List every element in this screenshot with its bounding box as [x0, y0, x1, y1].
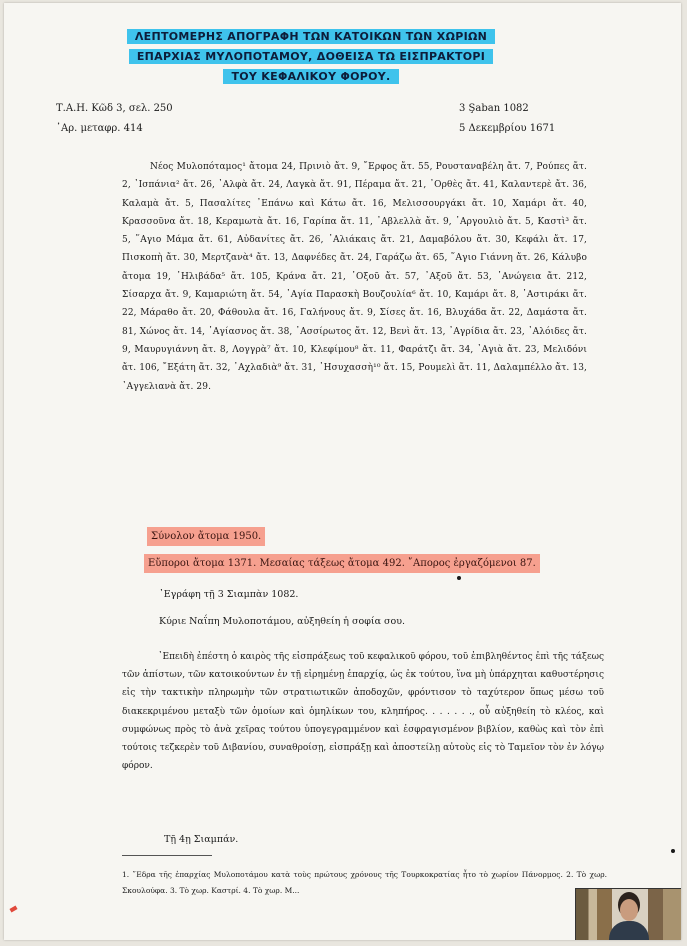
red-mark — [9, 906, 17, 913]
footnote-divider — [122, 855, 212, 856]
presenter-face — [620, 899, 638, 921]
presenter-shoulders — [609, 921, 649, 940]
letter-address: Κύριε Ναΐπη Μυλοποτάμου, αὐξηθείη ἡ σοφία σου. — [159, 616, 406, 627]
class-breakdown-highlight: Εὔποροι ἄτομα 1371. Μεσαίας τάξεως ἄτομα 492. ῎Απορος ἐργαζόμενοι 87. — [144, 554, 540, 573]
letter-date: ᾿Εγράφη τῇ 3 Σιαμπὰν 1082. — [159, 589, 299, 600]
webcam-overlay — [575, 888, 681, 940]
title-line-3: ΤΟΥ ΚΕΦΑΛΙΚΟΥ ΦΟΡΟΥ. — [223, 69, 398, 84]
letter-signature: Τῇ 4ῃ Σιαμπάν. — [164, 834, 239, 845]
total-highlight: Σύνολον ἄτομα 1950. — [147, 527, 265, 546]
hijri-date: 3 Şaban 1082 — [459, 103, 529, 114]
village-census-list: Νέος Μυλοπόταμος¹ ἄτομα 24, Πρινιὸ ἄτ. 9, ῎Ερφος ἄτ. 55, Ρουσταναβέλη ἄτ. 7, Ρούπες ἄτ. 2, ᾿Ισπάνια² ἄτ. 26, ᾿Αλφὰ ἄτ. 24, Λαγκὰ ἄτ. 91, Πέραμα ἄτ. 21, ᾿Ορθὲς ἄτ. 41, Καλαντερὲ ἄτ. 36, Καλαμὰ ἄτ. 5, Πασαλίτες ᾿Επάνω καὶ Κάτω ἄτ. 16, Μελισσουργάκι ἄτ. 10, Χαμάρι ἄτ. 40, Κρασσοῦνα ἄτ. 18, Κεραμωτὰ ἄτ. 16, Γαρίπα ἄτ. 11, ᾿Αβλελλὰ ἄτ. 9, ᾿Αργουλιὸ ἄτ. 5, Καστὶ³ ἄτ. 5, ῞Αγιο Μάμα ἄτ. 61, Αὐδανίτες ἄτ. 26, ᾿Αλιάκαις ἄτ. 21, Δαμαβόλου ἄτ. 30, Κεφάλι ἄτ. 17, Πισκοπὴ ἄτ. 30, Μερτζανὰ⁴ ἄτ. 13, Δαφνέδες ἄτ. 24, Γαράζω ἄτ. 65, ῞Αγιο Γιάννη ἄτ. 26, Κάλυβο ἄτομα 19, ᾿Ηλιβάδα⁵ ἄτ. 105, Κράνα ἄτ. 21, ᾿Οξοῦ ἄτ. 57, ᾿Αξοῦ ἄτ. 53, ᾿Ανώγεια ἄτ. 212, Σίσαρχα ἄτ. 9, Καμαριώτη ἄτ. 54, ῾Αγία Παρασκὴ Βουζουλία⁶ ἄτ. 10, Καμάρι ἄτ. 8, ᾿Αστιράκι ἄτ. 22, Μάραθο ἄτ. 20, Φάθουλα ἄτ. 16, Γαλήνους ἄτ. 9, Σίσες ἄτ. 16, Βλυχάδα ἄτ. 22, Δαμάστα ἄτ. 81, Χώνος ἄτ. 14, ᾿Αγίασνος ἄτ. 38, ᾿Ασσίρωτος ἄτ. 12, Βενὶ ἄτ. 13, ᾿Αγρίδια ἄτ. 23, ᾿Αλόιδες ἄτ. 9, Μαυρυγιάννη ἄτ. 8, Λογγρὰ⁷ ἄτ. 10, Κλεφίμου⁸ ἄτ. 11, Φαράτζι ἄτ. 34, ᾿Αγιὰ ἄτ. 23, Μελιδόνι ἄτ. 106, ῎Εξάτη ἄτ. 32, ᾿Αχλαδιὰ⁹ ἄτ. 31, ῾Ησυχασσὴ¹⁰ ἄτ. 15, Ρουμελὶ ἄτ. 11, Δαλαμπέλλο ἄτ. 13, ᾿Αγγελιανὰ ἄτ. 29. — [122, 162, 587, 392]
ink-speck — [671, 849, 675, 853]
document-dates — [459, 99, 555, 139]
translation-number: ᾿Αρ. μεταφρ. 414 — [56, 123, 143, 134]
document-title — [86, 25, 536, 85]
title-line-1: ΛΕΠΤΟΜΕΡΗΣ ΑΠΟΓΡΑΦΗ ΤΩΝ ΚΑΤΟΙΚΩΝ ΤΩΝ ΧΩΡΙΩΝ — [127, 29, 495, 44]
archive-code: Τ.Α.Η. Κῶδ 3, σελ. 250 — [56, 103, 173, 114]
letter-body: ᾿Επειδὴ ἐπέστη ὁ καιρὸς τῆς εἰσπράξεως τοῦ κεφαλικοῦ φόρου, τοῦ ἐπιβληθέντος ἐπὶ τῆς τάξεως τῶν ἀπίστων, τῶν κατοικούντων ἐν τῇ εἰρημένῃ ἐπαρχίᾳ, ὡς ἐκ τούτου, ἵνα μὴ ὑπάρχηται καθυστέρησις εἰς τὴν τακτικὴν πληρωμὴν τῶν στρατιωτικῶν ἀποδοχῶν, φρόντισον τὸ ταχύτερον ὅπως μέσω τοῦ διακεκριμένου μεταξὺ τῶν ὁμοίων καὶ ὁμηλίκων του, κληπήρος. . . . . . ., οὗ αὐξηθείη τὸ κλέος, καὶ συμφώνως πρὸς τὸ ἀνὰ χεῖρας τούτου ὑπογεγραμμένον καὶ ἐσφραγισμένον βιβλίον, καθὼς καὶ τὸν ἐπὶ τούτοις τεζκερὲν τοῦ Διβανίου, συναθροίσῃ, εἰσπράξῃ καὶ ἀποστείλῃ αὐτοὺς εἰς τὸ Ταμεῖον τὸν ἐν λόγῳ φόρον. — [122, 652, 604, 772]
gregorian-date: 5 Δεκεμβρίου 1671 — [459, 123, 556, 134]
ink-speck — [457, 576, 461, 580]
footnote: 1. ῎Εδρα τῆς ἐπαρχίας Μυλοποτάμου κατὰ τοὺς πρώτους χρόνους τῆς Τουρκοκρατίας ἦτο τὸ χωρίον Πάνορμος. 2. Τὸ χωρ. Σκουλούφα. 3. Τὸ χωρ. Καστρί. 4. Τὸ χωρ. Μ... — [122, 870, 607, 895]
title-line-2: ΕΠΑΡΧΙΑΣ ΜΥΛΟΠΟΤΑΜΟΥ, ΔΟΘΕΙΣΑ ΤΩ ΕΙΣΠΡΑΚΤΟΡΙ — [129, 49, 493, 64]
archive-reference — [56, 99, 173, 139]
document-page — [4, 3, 681, 940]
